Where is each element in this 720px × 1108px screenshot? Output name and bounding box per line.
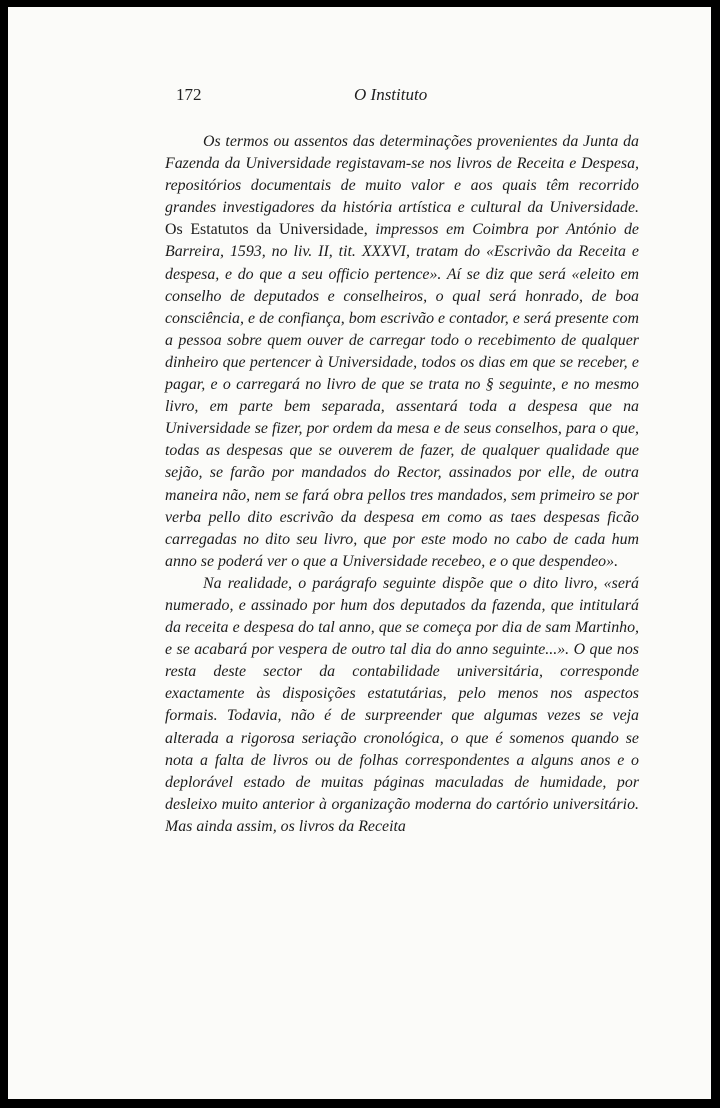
page-header <box>168 85 648 109</box>
running-title: O Instituto <box>354 85 428 104</box>
book-page <box>8 7 711 1099</box>
paragraph-2: Na realidade, o parágrafo seguinte dispõe que o dito livro, «será numerado, e assinado por hum dos deputados da fazenda, que intitulará da receita e despesa do tal anno, que se começa por dia de sam Martinho, e se acabará por vespera de outro tal dia do anno seguinte...». O que nos resta deste sector da contabilidade universitária, corresponde exactamente às disposições estatutárias, pelo menos nos aspectos formais. Todavia, não é de surpreender que algumas vezes se veja alterada a rigorosa seriação cronológica, o que é somenos quando se nota a falta de livros ou de folhas correspondentes a alguns anos e o deplorável estado de muitas páginas maculadas de humidade, por desleixo muito anterior à organização moderna do cartório universitário. Mas ainda assim, os livros da Receita <box>165 574 639 835</box>
paragraph-1-part-1: Os termos ou assentos das determinações provenientes da Junta da Fazenda da Universidade registavam-se nos livros de Receita e Despesa, repositórios documentais de muito valor e aos quais têm recorrido grandes investigadores da história artística e cultural da Universidade. <box>165 133 639 217</box>
paragraph-1 <box>165 131 639 573</box>
paragraph-1-part-2: Os Estatutos da Universidade, <box>165 221 368 239</box>
body-text <box>165 131 639 838</box>
page-number: 172 <box>176 85 202 104</box>
paragraph-1-part-3: impressos em Coimbra por António de Barreira, 1593, no liv. II, tit. XXXVI, tratam do «Escrivão da Receita e despesa, e do que a seu officio pertence». Aí se diz que será «eleito em conselho de deputados e conselheiros, o qual será honrado, de boa consciência, e de confiança, bom escrivão e contador, e será presente com a pessoa sobre quem ouver de carregar todo o recebimento de qualquer dinheiro que pertencer à Universidade, todos os dias em que se receber, e pagar, e o carregará no livro de que se trata no § seguinte, e no mesmo livro, em parte bem separada, assentará toda a despesa que na Universidade se fizer, por ordem da mesa e de seus conselhos, para o que, todas as despesas que se ouverem de fazer, de qualquer qualidade que sejão, se farão por mandados do Rector, assinados por elle, de outra maneira não, nem se fará obra pellos tres mandados, sem primeiro se por verba pello dito escrivão da despesa em como as taes despesas ficão carregadas no dito seu livro, que por este modo no cabo de cada hum anno se poderá ver o que a Universidade recebeo, e o que despendeo». <box>165 221 639 570</box>
